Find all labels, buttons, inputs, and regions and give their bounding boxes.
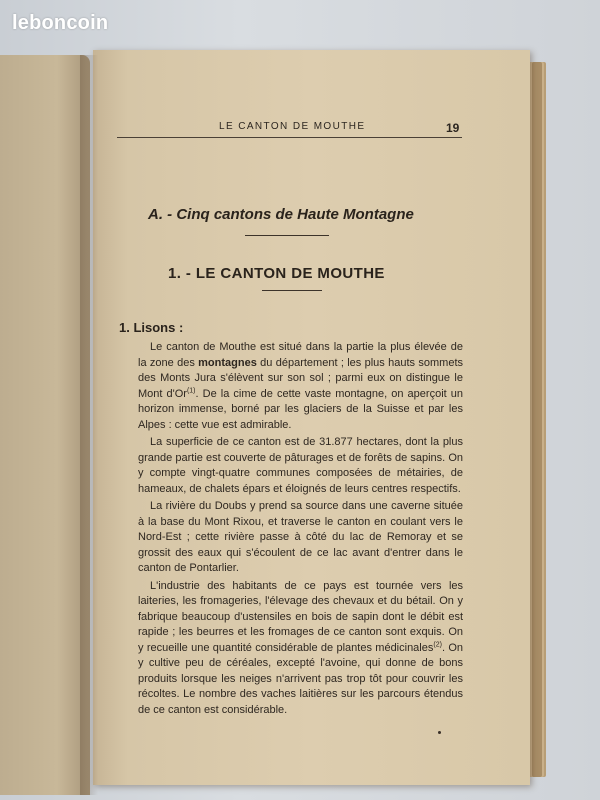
footnote-marker: (1) bbox=[186, 386, 196, 394]
text-run: Le canton de Mouthe est situé dans la partie la plus élevée de la zone des bbox=[138, 341, 463, 369]
footnote-marker: (2) bbox=[433, 640, 442, 648]
leboncoin-watermark: leboncoin bbox=[12, 12, 109, 34]
text-run: . De la cime de cette vaste montagne, on aperçoit un horizon immense, borné par les glaciers de la Suisse et par les Alpes : cette vue est admirable. bbox=[138, 387, 463, 431]
running-header: LE CANTON DE MOUTHE bbox=[219, 121, 366, 132]
header-rule bbox=[117, 137, 462, 138]
left-page-edge bbox=[0, 55, 90, 795]
body-text bbox=[138, 340, 463, 718]
page-stack-edge bbox=[532, 62, 542, 777]
subsection-heading: 1. Lisons : bbox=[119, 320, 184, 335]
page-number: 19 bbox=[446, 121, 460, 135]
text-run: . On y cultive peu de céréales, excepté l'avoine, qui donne de bons produits lorsque les neiges n'arrivent pas trop tôt pour couvrir les récoltes. Le nombre des vaches laitières sur les parcours étendus de ce canton est considérable. bbox=[138, 641, 463, 716]
section-heading-a: A. - Cinq cantons de Haute Montagne bbox=[148, 206, 414, 223]
gutter-shadow bbox=[80, 55, 98, 795]
section-rule bbox=[245, 235, 329, 236]
bold-term: montagnes bbox=[198, 356, 257, 369]
paragraph-1 bbox=[138, 340, 463, 433]
paragraph-3: La rivière du Doubs y prend sa source dans une caverne située à la base du Mont Rixou, et traverse le canton en coulant vers le Nord-Est ; cette rivière passe à côté du lac de Remoray et se grossit des eaux qui s'écoulent de ce lac avant d'entrer dans le canton de Pontarlier. bbox=[138, 500, 463, 574]
paragraph-2: La superficie de ce canton est de 31.877 hectares, dont la plus grande partie est couverte de pâturages et de forêts de sapins. On y compte vingt-quatre communes composées de métairies, de hameaux, de chalets épars et éloignés de leurs centres respectifs. bbox=[138, 436, 463, 495]
ink-dot bbox=[438, 731, 441, 734]
chapter-heading: 1. - LE CANTON DE MOUTHE bbox=[168, 265, 385, 282]
paragraph-4 bbox=[138, 579, 463, 719]
text-run: du département ; les plus hauts sommets des Monts Jura s'élèvent sur son sol ; parmi eux on distingue le Mont d'Or bbox=[138, 356, 463, 400]
chapter-rule bbox=[262, 290, 322, 291]
text-run: L'industrie des habitants de ce pays est tournée vers les laiteries, les fromageries, l'élevage des chevaux et du bétail. On y fabrique beaucoup d'ustensiles en bois de sapin dont le débit est rapide ; les beurres et les fromages de ce canton sont exquis. On y recueille une quantité considérable de plantes médicinales bbox=[138, 579, 463, 654]
